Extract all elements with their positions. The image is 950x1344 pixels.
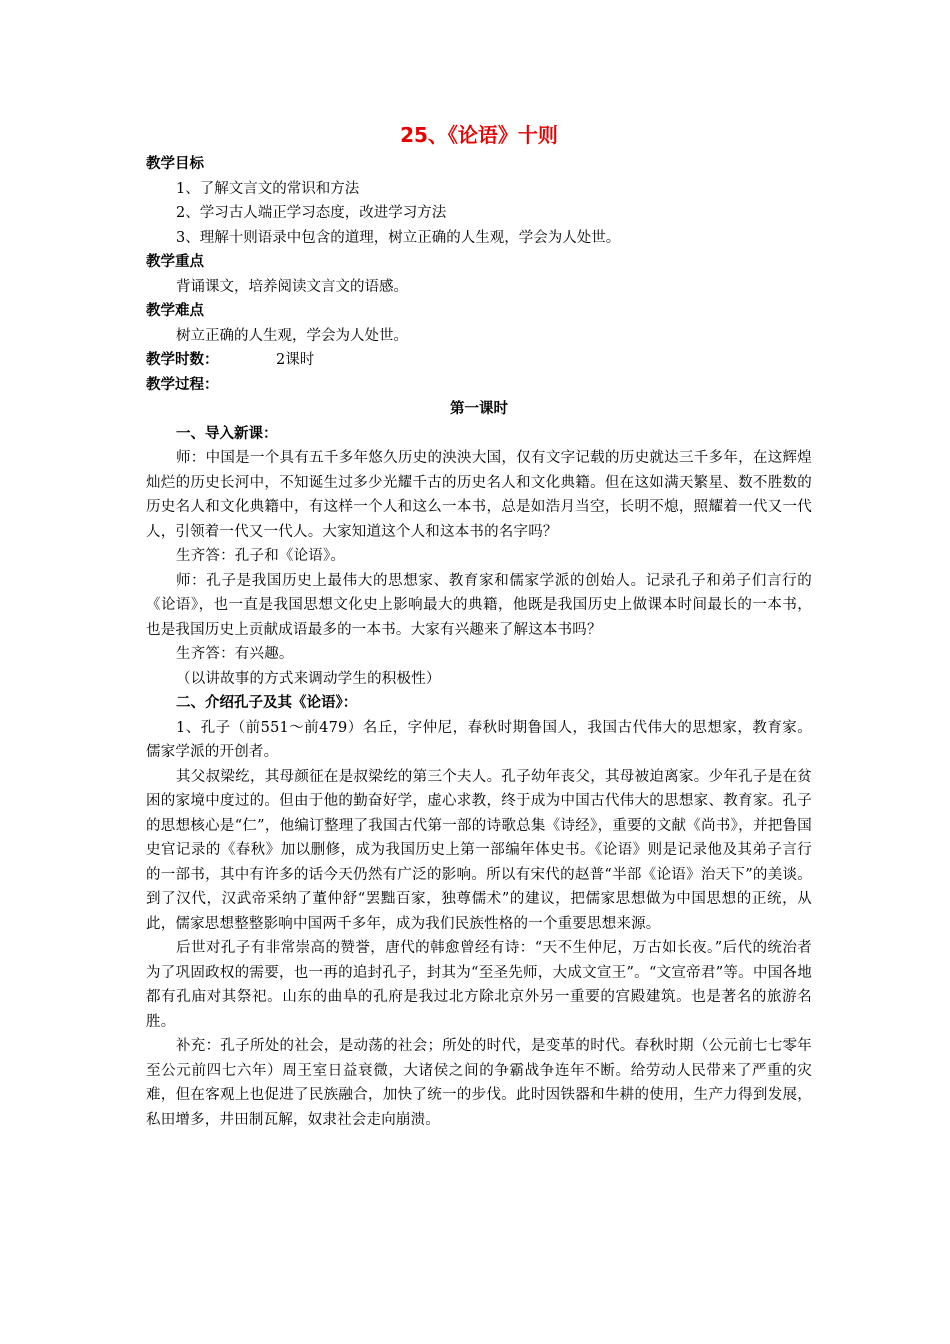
hours-row [146,348,812,373]
hours-value: 2课时 [276,352,315,368]
objective-item: 2、学习古人端正学习态度，改进学习方法 [176,205,447,221]
document-title: 25、《论语》十则 [400,123,558,147]
hours-label: 教学时数： [146,352,219,368]
process-heading: 教学过程： [146,376,219,393]
objective-item: 1、了解文言文的常识和方法 [176,180,360,197]
paragraph: 补充：孔子所处的社会，是动荡的社会；所处的时代，是变革的时代。春秋时期（公元前七七零年至公元前四七六年）周王室日益衰微，大诸侯之间的争霸战争连年不断。给劳动人民带来了严重的灾难，但在客观上也促进了民族融合，加快了统一的步伐。此时因铁器和牛耕的使用，生产力得到发展，私田增多，井田制瓦解，奴隶社会走向崩溃。 [146,1038,812,1128]
section-heading: 二、介绍孔子及其《论语》： [176,695,358,711]
paragraph: 生齐答：有兴趣。 [176,646,294,662]
paragraph: 生齐答：孔子和《论语》。 [176,548,346,564]
objectives-heading: 教学目标 [146,156,204,172]
lesson-title: 第一课时 [450,401,508,417]
difficulties-heading: 教学难点 [146,303,204,319]
section-heading: 一、导入新课： [176,425,278,442]
paragraph: 师：孔子是我国历史上最伟大的思想家、教育家和儒家学派的创始人。记录孔子和弟子们言行的《论语》，也一直是我国思想文化史上影响最大的典籍，他既是我国历史上做课本时间最长的一本书，也是我国历史上贡献成语最多的一本书。大家有兴趣来了解这本书吗？ [146,572,812,638]
difficulties-text: 树立正确的人生观，学会为人处世。 [176,327,408,344]
paragraph: 后世对孔子有非常崇高的赞誉，唐代的韩愈曾经有诗：“天不生仲尼，万古如长夜。”后代的统治者为了巩固政权的需要，也一再的追封孔子，封其为“至圣先师，大成文宣王”。“文宣帝君”等。中国各地都有孔庙对其祭祀。山东的曲阜的孔府是我过北方除北京外另一重要的宫殿建筑。也是著名的旅游名胜。 [146,940,812,1030]
paragraph: 其父叔梁纥，其母颜征在是叔梁纥的第三个夫人。孔子幼年丧父，其母被迫离家。少年孔子是在贫困的家境中度过的。但由于他的勤奋好学，虚心求教，终于成为中国古代伟大的思想家、教育家。孔子的思想核心是“仁”，他编订整理了我国古代第一部的诗歌总集《诗经》，重要的文献《尚书》，并把鲁国史官记录的《春秋》加以删修，成为我国历史上第一部编年体史书。《论语》则是记录他及其弟子言行的一部书，其中有许多的话今天仍然有广泛的影响。所以有宋代的赵普“半部《论语》治天下”的美谈。到了汉代，汉武帝采纳了董仲舒“罢黜百家，独尊儒术”的建议，把儒家思想做为中国思想的正统，从此，儒家思想整整影响中国两千多年，成为我们民族性格的一个重要思想来源。 [146,768,812,932]
document-page [146,118,812,1132]
key-points-text: 背诵课文，培养阅读文言文的语感。 [176,278,408,295]
paragraph: 1、孔子（前551～前479）名丘，字仲尼，春秋时期鲁国人，我国古代伟大的思想家，教育家。儒家学派的开创者。 [146,719,812,760]
paragraph: 师：中国是一个具有五千多年悠久历史的泱泱大国，仅有文字记载的历史就达三千多年，在这辉煌灿烂的历史长河中，不知诞生过多少光耀千古的历史名人和文化典籍。但在这如满天繁星、数不胜数的历史名人和文化典籍中，有这样一个人和这么一本书，总是如浩月当空，长明不熄，照耀着一代又一代人，引领着一代又一代人。大家知道这个人和这本书的名字吗？ [146,450,812,540]
paragraph: （以讲故事的方式来调动学生的积极性） [176,670,441,687]
objective-item: 3、理解十则语录中包含的道理，树立正确的人生观，学会为人处世。 [176,229,621,246]
key-points-heading: 教学重点 [146,254,204,270]
